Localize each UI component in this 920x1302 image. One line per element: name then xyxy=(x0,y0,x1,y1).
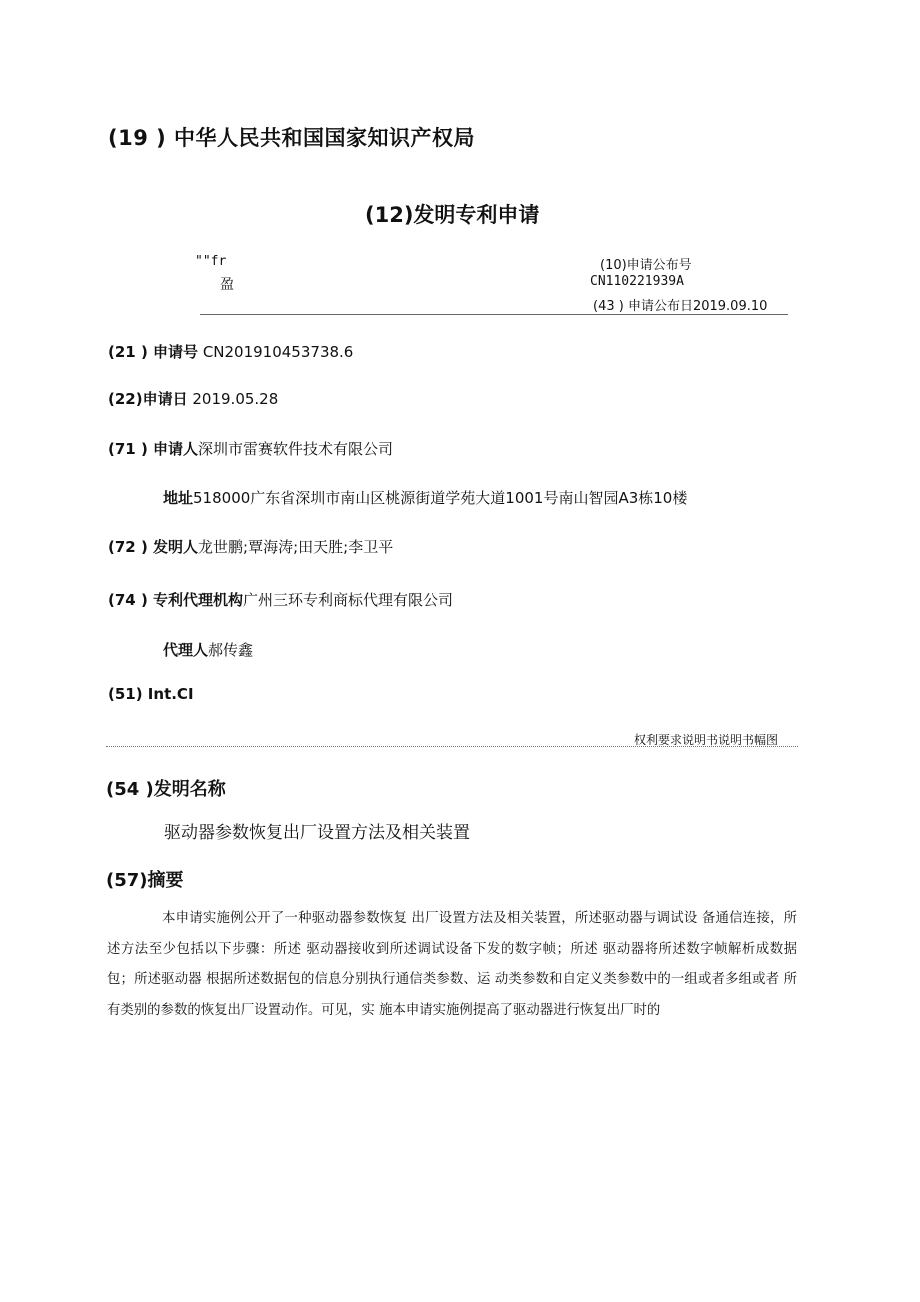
agent-field xyxy=(163,639,253,660)
inventor-label: (72 ) 发明人 xyxy=(108,538,199,556)
application-date-label: (22)申请日 xyxy=(108,390,188,408)
int-cl-label: (51) Int.CI xyxy=(108,685,194,703)
invention-title-heading: (54 )发明名称 xyxy=(106,779,226,800)
abstract-heading: (57)摘要 xyxy=(106,870,184,891)
publication-date: (43 ) 申请公布日2019.09.10 xyxy=(593,299,768,314)
document-parts-list: 权利要求说明书说明书幅图 xyxy=(634,733,779,747)
agency-label: (74 ) 专利代理机构 xyxy=(108,591,244,609)
agent-label: 代理人 xyxy=(163,641,209,659)
header-divider xyxy=(200,314,788,315)
applicant-label: (71 ) 申请人 xyxy=(108,440,199,458)
application-number-value: CN201910453738.6 xyxy=(202,343,354,361)
application-number-label: (21 ) 申请号 xyxy=(108,343,199,361)
inventor-value: 龙世鹏;覃海涛;田天胜;李卫平 xyxy=(198,538,394,556)
address-field xyxy=(163,487,687,508)
address-value: 518000广东省深圳市南山区桃源街道学苑大道1001号南山智园A3栋10楼 xyxy=(193,489,688,507)
agency-value: 广州三环专利商标代理有限公司 xyxy=(243,591,454,609)
applicant-field xyxy=(108,438,393,459)
publication-number: CN110221939A xyxy=(590,274,684,289)
applicant-value: 深圳市雷赛软件技术有限公司 xyxy=(198,440,394,458)
application-number-field xyxy=(108,341,353,362)
agent-value: 郝传鑫 xyxy=(208,641,254,659)
publication-number-label: (10)申请公布号 xyxy=(600,258,692,273)
application-date-field xyxy=(108,388,278,409)
scan-mark-line2: 盈 xyxy=(220,277,234,293)
abstract-text: 本申请实施例公开了一种驱动器参数恢复 出厂设置方法及相关装置，所述驱动器与调试设 备通信连接，所述方法至少包括以下步骤：所述 驱动器接收到所述调试设备下发的数字帧；所述 驱动器将所述数字帧解析成数据包；所述驱动器 根据所述数据包的信息分别执行通信类参数、运 动类参数和自定义类参数中的一组或者多组或者 所有类别的参数的恢复出厂设置动作。可见，实 施本申请实施例提高了驱动器进行恢复出厂时的 xyxy=(107,911,797,1018)
agency-field xyxy=(108,589,453,610)
address-label: 地址 xyxy=(163,489,194,507)
section-divider xyxy=(106,746,798,747)
document-type-heading: (12)发明专利申请 xyxy=(365,203,540,227)
scan-mark-line1: ""fr xyxy=(195,254,227,269)
application-date-value: 2019.05.28 xyxy=(192,390,279,408)
invention-title: 驱动器参数恢复出厂设置方法及相关装置 xyxy=(164,823,470,843)
patent-office-heading: (19 ) 中华人民共和国国家知识产权局 xyxy=(108,126,476,150)
inventor-field xyxy=(108,536,393,557)
